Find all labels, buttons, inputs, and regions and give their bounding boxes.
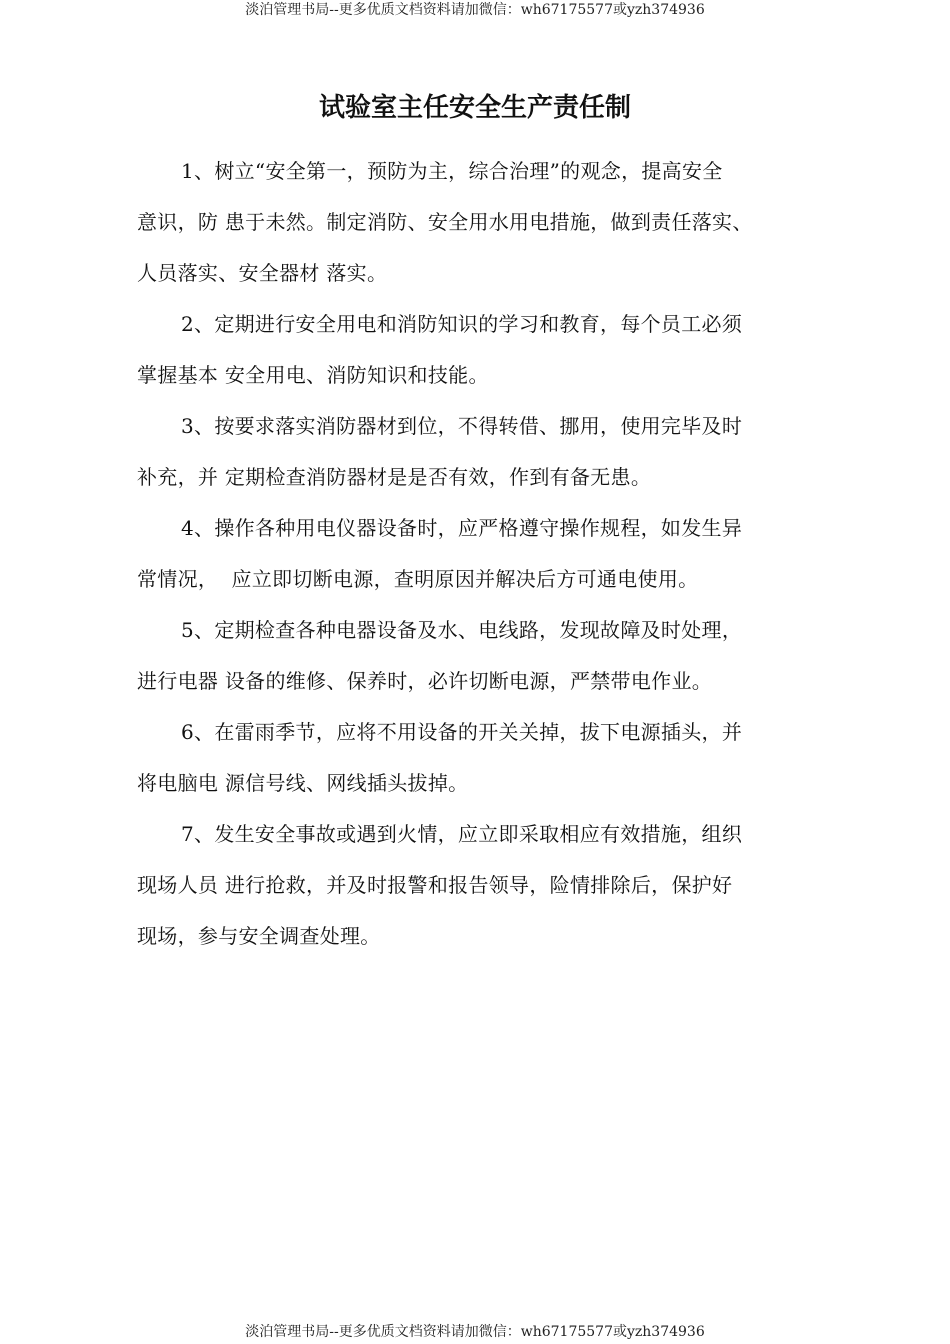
paragraph-line: 常情况， 应立即切断电源，查明原因并解决后方可通电使用。 — [137, 567, 699, 591]
paragraph-line: 3、按要求落实消防器材到位，不得转借、挪用，使用完毕及时 — [181, 414, 743, 438]
paragraph-line: 补充，并 定期检查消防器材是是否有效，作到有备无患。 — [137, 465, 652, 489]
paragraph-line: 掌握基本 安全用电、消防知识和技能。 — [137, 363, 489, 387]
paragraph-7 — [137, 809, 827, 962]
paragraph-5 — [137, 605, 827, 707]
footer-watermark-note: 淡泊管理书局--更多优质文档资料请加微信：wh67175577或yzh374936 — [245, 1324, 705, 1340]
paragraph-2 — [137, 299, 827, 401]
paragraph-line: 4、操作各种用电仪器设备时，应严格遵守操作规程，如发生异 — [181, 516, 743, 540]
paragraph-line: 1、树立“安全第一，预防为主，综合治理”的观念，提高安全 — [181, 159, 723, 183]
paragraph-line: 人员落实、安全器材 落实。 — [137, 261, 388, 285]
paragraph-line: 5、定期检查各种电器设备及水、电线路，发现故障及时处理， — [181, 618, 743, 642]
document-title: 试验室主任安全生产责任制 — [318, 93, 631, 123]
paragraph-line: 2、定期进行安全用电和消防知识的学习和教育，每个员工必须 — [181, 312, 743, 336]
paragraph-3 — [137, 401, 827, 503]
document-body — [137, 146, 827, 962]
paragraph-6 — [137, 707, 827, 809]
header-watermark-note: 淡泊管理书局--更多优质文档资料请加微信：wh67175577或yzh374936 — [245, 2, 705, 18]
paragraph-1 — [137, 146, 827, 299]
paragraph-line: 进行电器 设备的维修、保养时，必许切断电源，严禁带电作业。 — [137, 669, 713, 693]
paragraph-line: 将电脑电 源信号线、网线插头拔掉。 — [137, 771, 469, 795]
paragraph-4 — [137, 503, 827, 605]
paragraph-line: 现场人员 进行抢救，并及时报警和报告领导，险情排除后，保护好 — [137, 873, 733, 897]
paragraph-line: 7、发生安全事故或遇到火情，应立即采取相应有效措施，组织 — [181, 822, 743, 846]
paragraph-line: 6、在雷雨季节，应将不用设备的开关关掉，拔下电源插头，并 — [181, 720, 743, 744]
paragraph-line: 现场，参与安全调查处理。 — [137, 924, 381, 948]
paragraph-line: 意识，防 患于未然。制定消防、安全用水用电措施，做到责任落实、 — [137, 210, 753, 234]
